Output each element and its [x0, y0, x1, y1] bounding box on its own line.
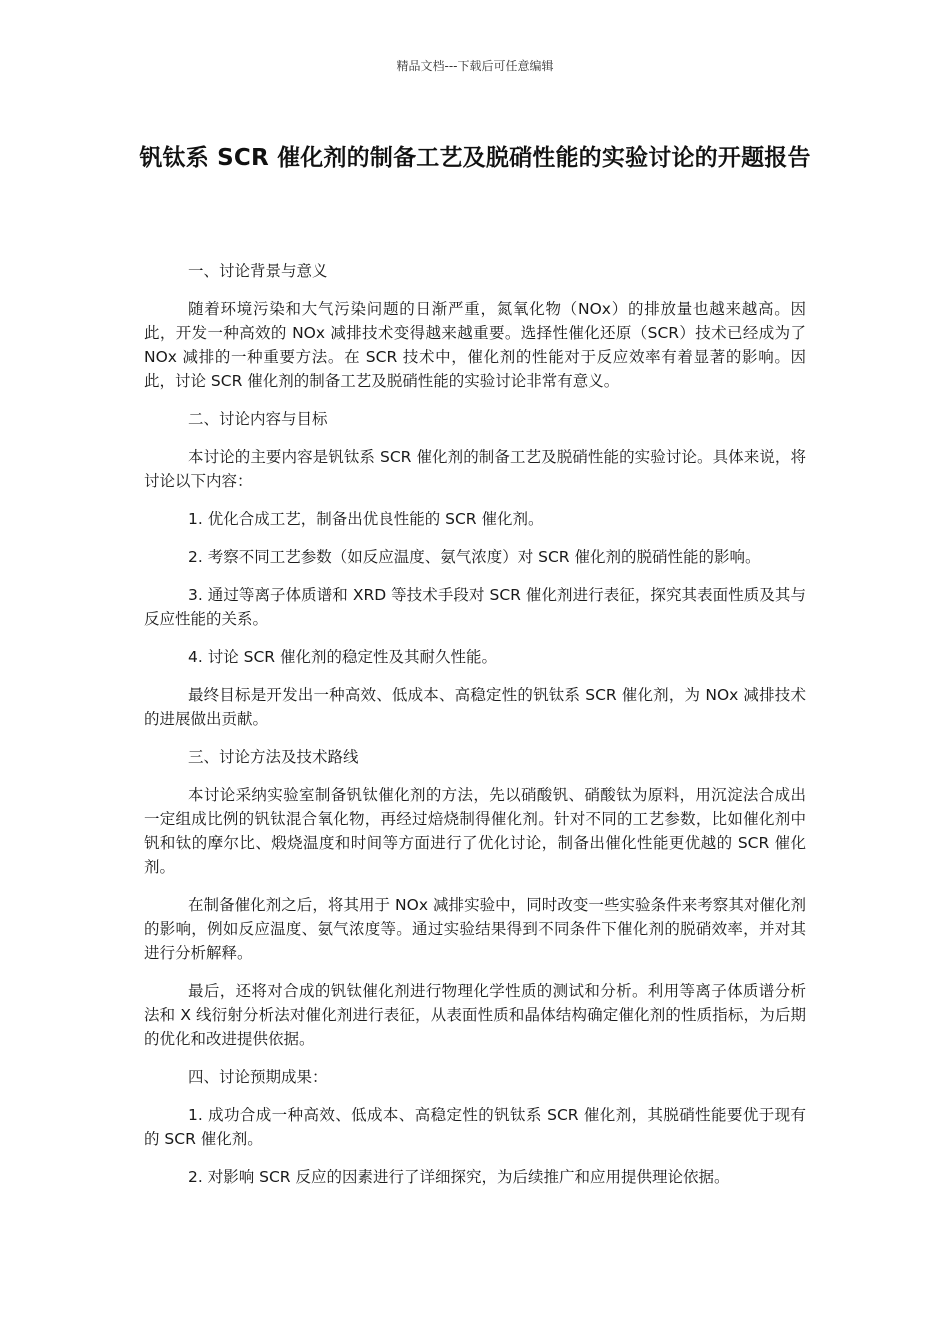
section-heading-results: 四、讨论预期成果：: [188, 1068, 328, 1086]
paragraph-goal: 最终目标是开发出一种高效、低成本、高稳定性的钒钛系 SCR 催化剂，为 NOx 减排技术的进展做出贡献。: [144, 686, 806, 728]
section-heading-method: 三、讨论方法及技术路线: [188, 748, 359, 766]
list-item-content-3: 3. 通过等离子体质谱和 XRD 等技术手段对 SCR 催化剂进行表征，探究其表面性质及其与反应性能的关系。: [144, 586, 806, 628]
paragraph-method-2: 在制备催化剂之后，将其用于 NOx 减排实验中，同时改变一些实验条件来考察其对催化剂的影响，例如反应温度、氨气浓度等。通过实验结果得到不同条件下催化剂的脱硝效率，并对其进行分析解释。: [144, 896, 806, 962]
section-heading-content: 二、讨论内容与目标: [188, 410, 328, 428]
list-item-content-1: 1. 优化合成工艺，制备出优良性能的 SCR 催化剂。: [188, 510, 544, 528]
paragraph-content-intro: 本讨论的主要内容是钒钛系 SCR 催化剂的制备工艺及脱硝性能的实验讨论。具体来说，将讨论以下内容：: [144, 448, 806, 490]
paragraph-method-1: 本讨论采纳实验室制备钒钛催化剂的方法，先以硝酸钒、硝酸钛为原料，用沉淀法合成出一定组成比例的钒钛混合氧化物，再经过焙烧制得催化剂。针对不同的工艺参数，比如催化剂中钒和钛的摩尔比、煅烧温度和时间等方面进行了优化讨论，制备出催化性能更优越的 SCR 催化剂。: [144, 786, 806, 876]
section-heading-background: 一、讨论背景与意义: [188, 262, 328, 280]
paragraph-method-3: 最后，还将对合成的钒钛催化剂进行物理化学性质的测试和分析。利用等离子体质谱分析法和 X 线衍射分析法对催化剂进行表征，从表面性质和晶体结构确定催化剂的性质指标，为后期的优化和改进提供依据。: [144, 982, 806, 1048]
list-item-content-2: 2. 考察不同工艺参数（如反应温度、氨气浓度）对 SCR 催化剂的脱硝性能的影响。: [188, 548, 761, 566]
page-header: 精品文档---下载后可任意编辑: [396, 59, 554, 73]
list-item-results-1: 1. 成功合成一种高效、低成本、高稳定性的钒钛系 SCR 催化剂，其脱硝性能要优于现有的 SCR 催化剂。: [144, 1106, 806, 1148]
list-item-content-4: 4. 讨论 SCR 催化剂的稳定性及其耐久性能。: [188, 648, 498, 666]
document-title: 钒钛系 SCR 催化剂的制备工艺及脱硝性能的实验讨论的开题报告: [139, 145, 811, 171]
paragraph-background: 随着环境污染和大气污染问题的日渐严重，氮氧化物（NOx）的排放量也越来越高。因此，开发一种高效的 NOx 减排技术变得越来越重要。选择性催化还原（SCR）技术已经成为了 NOx 减排的一种重要方法。在 SCR 技术中，催化剂的性能对于反应效率有着显著的影响。因此，讨论 SCR 催化剂的制备工艺及脱硝性能的实验讨论非常有意义。: [144, 300, 806, 390]
list-item-results-2: 2. 对影响 SCR 反应的因素进行了详细探究，为后续推广和应用提供理论依据。: [188, 1168, 730, 1186]
document-body: [144, 259, 806, 1203]
